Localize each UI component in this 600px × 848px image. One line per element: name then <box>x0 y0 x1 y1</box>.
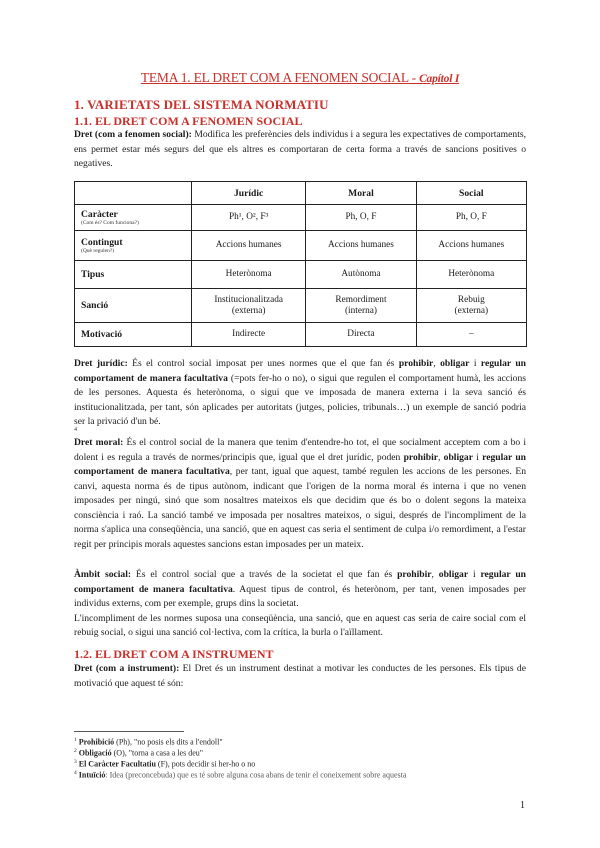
table-cell: Heterònoma <box>416 261 526 289</box>
ambit-social-term: Àmbit social: <box>74 569 132 580</box>
text-span: i <box>468 569 481 580</box>
text-span: . Aquest tipus de control, és heterònom, per tant, venen imposades per individus externs, com per exemple, grups dins la societat. <box>74 583 527 609</box>
row-label-text: Contingut <box>81 236 123 248</box>
row-label <box>75 289 192 323</box>
section-heading-1-2: 1.2. EL DRET COM A INSTRUMENT <box>74 647 274 661</box>
footnote-number: 4 <box>74 770 77 776</box>
comparison-table <box>74 181 527 347</box>
instrument-term: Dret (com a instrument): <box>74 663 180 674</box>
footnote-marker: 4 <box>74 427 77 433</box>
table-cell: Indirecte <box>192 323 306 347</box>
bold-span: prohibir <box>403 451 439 463</box>
row-label-note: (Què regulen?) <box>81 247 115 254</box>
page-title <box>0 70 600 86</box>
text-span: L'incompliment de les normes suposa una conseqüència, una sanció, que en aquest cas seria de caire social com el rebuig social, o sigui una sanció col·lectiva, com la crítica, la burla o l'aïllament. <box>74 612 526 638</box>
dret-juridic-paragraph <box>74 357 526 430</box>
dret-juridic-term: Dret jurídic: <box>74 358 128 369</box>
intro-term: Dret (com a fenomen social): <box>74 129 192 140</box>
footnote-divider <box>74 731 184 732</box>
text-span: , <box>438 451 444 463</box>
intro-text: Modifica les preferències dels individus i a segura les expectatives de comportaments, ens permet estar més segurs del que els altres es comportaran de certa forma a través de sancions positives o negatives. <box>74 129 527 169</box>
table-cell: Ph, O, F <box>416 205 526 231</box>
table-cell: Directa <box>306 323 416 347</box>
title-separator: - <box>408 70 420 85</box>
text-span: , <box>433 358 441 369</box>
footnote-number: 2 <box>74 748 77 754</box>
footnote-text: (Ph), "no posis els dits a l'endoll" <box>114 737 223 747</box>
footnote-term: Obligació <box>78 748 112 758</box>
footnote-term: Prohibició <box>78 737 115 747</box>
table-cell: Heterònoma <box>192 261 306 289</box>
section-heading-1: 1. VARIETATS DEL SISTEMA NORMATIU <box>74 97 329 112</box>
dret-moral-paragraph <box>74 436 526 552</box>
title-subtitle: Capítol I <box>419 73 460 85</box>
row-label-text: Caràcter <box>81 208 118 220</box>
bold-span: obligar <box>443 451 473 463</box>
table-header-cell: Jurídic <box>192 182 306 205</box>
row-label-text: Motivació <box>81 329 123 340</box>
text-span: És el control social que a través de la societat el que fan és <box>131 569 398 580</box>
text-span: i <box>469 358 481 369</box>
instrument-paragraph <box>74 662 526 691</box>
ambit-social-paragraph <box>74 568 526 641</box>
row-label-note: (Com és? Com funciona?) <box>81 219 139 226</box>
page-number: 1 <box>520 800 525 811</box>
row-label <box>75 323 192 347</box>
intro-paragraph <box>74 128 526 172</box>
bold-span: obligar <box>440 358 470 369</box>
table-cell: Rebuig (externa) <box>416 289 526 323</box>
text-span: i <box>473 451 483 463</box>
row-label <box>75 261 192 289</box>
row-label <box>75 231 192 261</box>
table-cell: Accions humanes <box>416 231 526 261</box>
table-row <box>75 289 527 323</box>
table-row <box>75 231 527 261</box>
table-cell: Ph¹, O², F³ <box>192 205 306 231</box>
bold-span: regular un comportament de manera facultativa <box>74 569 527 595</box>
text-span: , per tant, igual que aquest, també regulen les accions de les persones. En canvi, aquesta norma és de tipus autònom, indicant que l'origen de la norma moral és interna i que no venen imposades per ningú, sinó que som nosaltres mateixos els que decidim que és bo o dolent segons la mateixa consciència i raó. La sanció també ve imposada per nosaltres mateixos, o sigui, després de l'incompliment de la norma s'aplica una conseqüència, una sanció, que en aquest cas seria el sentiment de culpa i/o remordiment, a l'estar regit per principis morals aquestes sancions estan imposades per un mateix. <box>74 466 526 550</box>
footnote-text: (O), "torna a casa a les deu" <box>111 748 204 758</box>
row-label <box>75 205 192 231</box>
table-row <box>75 261 527 289</box>
footnote-number: 3 <box>74 759 77 765</box>
table-cell: – <box>416 323 526 347</box>
bold-span: regular un comportament de manera facultativa <box>74 451 527 477</box>
footnote-text: : Idea (preconcebuda) que es té sobre alguna cosa abans de tenir el coneixement sobre aquesta <box>105 770 407 780</box>
table-cell: Accions humanes <box>306 231 416 261</box>
bold-span: regular un comportament de manera facultativa <box>74 358 527 384</box>
table-cell: Ph, O, F <box>306 205 416 231</box>
table-header-cell: Moral <box>306 182 416 205</box>
table-cell: Accions humanes <box>192 231 306 261</box>
text-span: (=pots fer-ho o no), o sigui que regulen el comportament humà, les accions de les persones. Aquesta és heterònoma, o sigui que ve imposada de manera externa i la seva sanció és institucionalitzada, per tant, són aplicades per autoritats (jutges, policies, tribunals…) un exemple de sanció podria ser la privació d'un bé. <box>74 372 526 427</box>
title-main: TEMA 1. EL DRET COM A FENOMEN SOCIAL <box>140 70 409 85</box>
text-span: , <box>431 569 439 580</box>
table-cell: Remordiment (interna) <box>306 289 416 323</box>
dret-moral-term: Dret moral: <box>74 437 124 448</box>
table-row <box>75 205 527 231</box>
table-header-cell <box>75 182 192 205</box>
instrument-text: El Dret és un instrument destinat a motivar les conductes de les persones. Els tipus de motivació que aquest té són: <box>74 663 526 689</box>
row-label-text: Sanció <box>81 300 109 311</box>
row-label-text: Tipus <box>81 269 105 280</box>
footnote-term: Intuïció <box>78 770 106 780</box>
footnote-item <box>74 768 406 781</box>
section-heading-1-1: 1.1. EL DRET COM A FENOMEN SOCIAL <box>74 114 303 128</box>
table-header-row <box>75 182 527 205</box>
table-row <box>75 323 527 347</box>
footnote-term: El Caràcter Facultatiu <box>78 759 156 769</box>
footnote-number: 1 <box>74 737 77 743</box>
bold-span: prohibir <box>397 569 432 580</box>
bold-span: prohibir <box>398 358 434 369</box>
table-cell: Autònoma <box>306 261 416 289</box>
bold-span: obligar <box>438 569 469 580</box>
footnote-text: (F), pots decidir si her-ho o no <box>155 759 256 769</box>
text-span: És el control social de la manera que tenim d'entendre-ho tot, el que socialment acceptem com a bo i dolent i es regula a través de normes/principis que, igual que el dret jurídic, poden <box>74 437 526 463</box>
table-cell: Institucionalitzada (externa) <box>192 289 306 323</box>
text-span: És el control social imposat per unes normes que el que fan és <box>127 358 399 369</box>
table-header-cell: Social <box>416 182 526 205</box>
